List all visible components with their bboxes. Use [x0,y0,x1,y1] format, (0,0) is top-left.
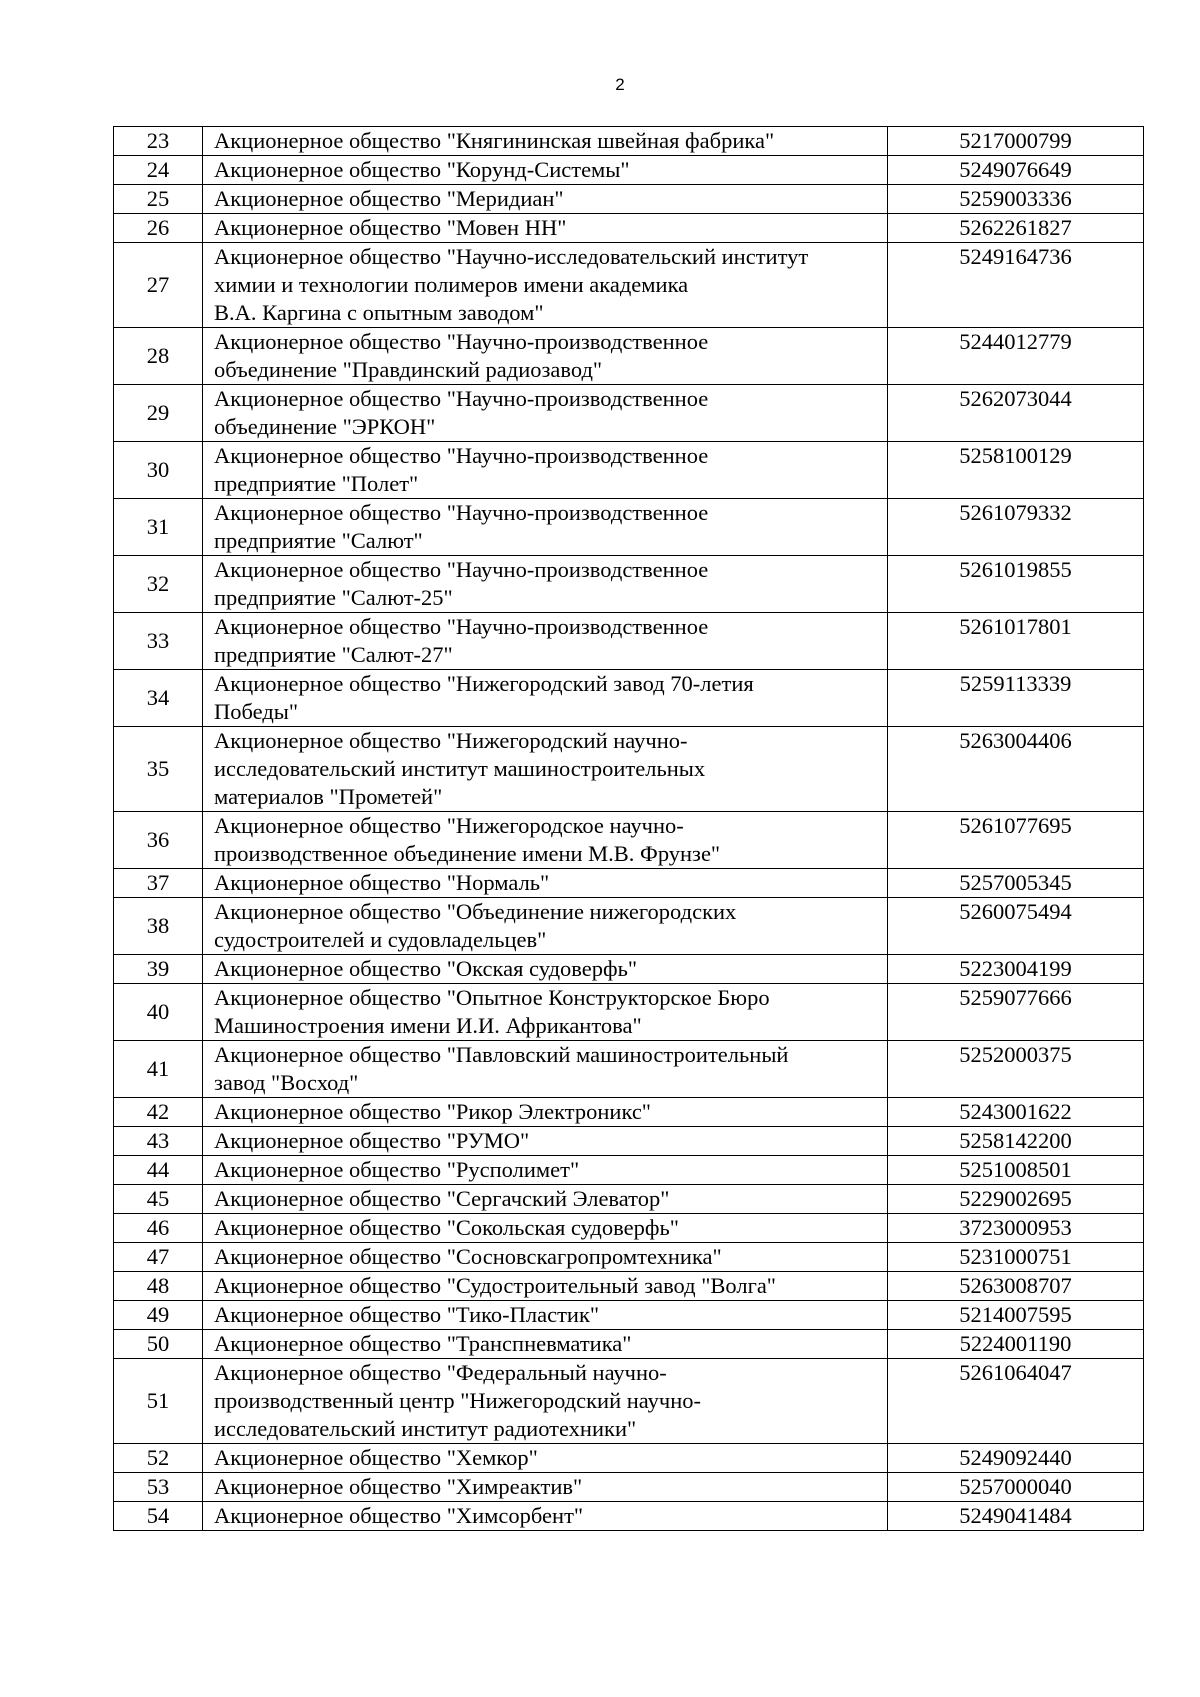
organization-name: Акционерное общество "Научно-производственное предприятие "Салют" [203,499,888,556]
row-number: 26 [114,214,203,243]
row-number: 37 [114,869,203,898]
table-body [114,127,1144,1531]
table-row [114,1444,1144,1473]
organization-inn: 5214007595 [888,1301,1144,1330]
row-number: 31 [114,499,203,556]
organization-name: Акционерное общество "Судостроительный завод "Волга" [203,1272,888,1301]
row-number: 43 [114,1127,203,1156]
organization-inn: 5259077666 [888,984,1144,1041]
table-row [114,243,1144,328]
row-number: 47 [114,1243,203,1272]
organization-name: Акционерное общество "Научно-производственное предприятие "Полет" [203,442,888,499]
table-row [114,1359,1144,1444]
row-number: 30 [114,442,203,499]
table-row [114,1272,1144,1301]
organization-name: Акционерное общество "РУМО" [203,1127,888,1156]
row-number: 24 [114,156,203,185]
organization-name: Акционерное общество "Научно-производственное объединение "Правдинский радиозавод" [203,328,888,385]
table-row [114,499,1144,556]
organization-name: Акционерное общество "Объединение нижегородских судостроителей и судовладельцев" [203,898,888,955]
row-number: 27 [114,243,203,328]
table-row [114,613,1144,670]
organization-inn: 5257005345 [888,869,1144,898]
table-row [114,1214,1144,1243]
organization-name: Акционерное общество "Мовен НН" [203,214,888,243]
organization-inn: 5229002695 [888,1185,1144,1214]
organization-inn: 5259113339 [888,670,1144,727]
row-number: 25 [114,185,203,214]
row-number: 35 [114,727,203,812]
table-row [114,1502,1144,1531]
organization-name: Акционерное общество "Федеральный научно- производственный центр "Нижегородский научно- исследовательский институт радиотехники" [203,1359,888,1444]
row-number: 40 [114,984,203,1041]
organization-name: Акционерное общество "Транспневматика" [203,1330,888,1359]
organization-inn: 5261017801 [888,613,1144,670]
organization-inn: 5263008707 [888,1272,1144,1301]
table-row [114,1473,1144,1502]
table-row [114,1185,1144,1214]
organization-inn: 3723000953 [888,1214,1144,1243]
organization-name: Акционерное общество "Химреактив" [203,1473,888,1502]
organization-inn: 5258142200 [888,1127,1144,1156]
row-number: 44 [114,1156,203,1185]
organization-inn: 5224001190 [888,1330,1144,1359]
organization-inn: 5251008501 [888,1156,1144,1185]
organization-inn: 5261019855 [888,556,1144,613]
organization-inn: 5244012779 [888,328,1144,385]
organization-name: Акционерное общество "Научно-исследовательский институт химии и технологии полимеров имени академика В.А. Каргина с опытным заводом" [203,243,888,328]
row-number: 48 [114,1272,203,1301]
organization-inn: 5257000040 [888,1473,1144,1502]
organization-inn: 5261064047 [888,1359,1144,1444]
row-number: 36 [114,812,203,869]
row-number: 42 [114,1098,203,1127]
table-row [114,1243,1144,1272]
table-row [114,727,1144,812]
row-number: 32 [114,556,203,613]
table-row [114,442,1144,499]
table-row [114,984,1144,1041]
organization-name: Акционерное общество "Нормаль" [203,869,888,898]
table-row [114,869,1144,898]
organization-name: Акционерное общество "Нижегородский завод 70-летия Победы" [203,670,888,727]
organization-name: Акционерное общество "Научно-производственное предприятие "Салют-25" [203,556,888,613]
organization-name: Акционерное общество "Научно-производственное предприятие "Салют-27" [203,613,888,670]
page-number: 2 [615,75,625,94]
organization-name: Акционерное общество "Хемкор" [203,1444,888,1473]
table-row [114,812,1144,869]
organization-inn: 5262261827 [888,214,1144,243]
table-row [114,556,1144,613]
organization-name: Акционерное общество "Рикор Электроникс" [203,1098,888,1127]
organization-name: Акционерное общество "Меридиан" [203,185,888,214]
table-row [114,385,1144,442]
organization-inn: 5263004406 [888,727,1144,812]
organization-inn: 5231000751 [888,1243,1144,1272]
organization-inn: 5258100129 [888,442,1144,499]
row-number: 33 [114,613,203,670]
organization-inn: 5252000375 [888,1041,1144,1098]
organization-name: Акционерное общество "Окская судоверфь" [203,955,888,984]
row-number: 53 [114,1473,203,1502]
row-number: 49 [114,1301,203,1330]
table-row [114,185,1144,214]
organization-inn: 5261077695 [888,812,1144,869]
table-row [114,1127,1144,1156]
row-number: 38 [114,898,203,955]
row-number: 39 [114,955,203,984]
row-number: 46 [114,1214,203,1243]
organization-name: Акционерное общество "Сокольская судоверфь" [203,1214,888,1243]
organization-inn: 5261079332 [888,499,1144,556]
organization-name: Акционерное общество "Корунд-Системы" [203,156,888,185]
organization-name: Акционерное общество "Нижегородское научно- производственное объединение имени М.В. Фрунзе" [203,812,888,869]
table-row [114,214,1144,243]
row-number: 41 [114,1041,203,1098]
table-row [114,1041,1144,1098]
organization-name: Акционерное общество "Тико-Пластик" [203,1301,888,1330]
table-row [114,127,1144,156]
organization-name: Акционерное общество "Княгининская швейная фабрика" [203,127,888,156]
table-row [114,328,1144,385]
organization-inn: 5243001622 [888,1098,1144,1127]
table-row [114,1156,1144,1185]
table-row [114,1098,1144,1127]
organization-inn: 5262073044 [888,385,1144,442]
organization-inn: 5259003336 [888,185,1144,214]
table-row [114,1301,1144,1330]
row-number: 45 [114,1185,203,1214]
organization-name: Акционерное общество "Русполимет" [203,1156,888,1185]
table-row [114,898,1144,955]
organization-inn: 5249092440 [888,1444,1144,1473]
row-number: 28 [114,328,203,385]
organizations-table [113,126,1144,1531]
organization-name: Акционерное общество "Сосновскагропромтехника" [203,1243,888,1272]
organization-inn: 5217000799 [888,127,1144,156]
table-row [114,670,1144,727]
row-number: 52 [114,1444,203,1473]
organization-inn: 5223004199 [888,955,1144,984]
row-number: 23 [114,127,203,156]
table-row [114,955,1144,984]
organization-name: Акционерное общество "Павловский машиностроительный завод "Восход" [203,1041,888,1098]
row-number: 29 [114,385,203,442]
organization-name: Акционерное общество "Опытное Конструкторское Бюро Машиностроения имени И.И. Африкантова" [203,984,888,1041]
organization-name: Акционерное общество "Научно-производственное объединение "ЭРКОН" [203,385,888,442]
table-row [114,1330,1144,1359]
organization-inn: 5249041484 [888,1502,1144,1531]
organization-name: Акционерное общество "Химсорбент" [203,1502,888,1531]
organization-inn: 5249076649 [888,156,1144,185]
row-number: 54 [114,1502,203,1531]
organization-name: Акционерное общество "Нижегородский научно- исследовательский институт машиностроительных материалов "Прометей" [203,727,888,812]
organization-inn: 5260075494 [888,898,1144,955]
table-row [114,156,1144,185]
row-number: 50 [114,1330,203,1359]
row-number: 51 [114,1359,203,1444]
organization-inn: 5249164736 [888,243,1144,328]
organization-name: Акционерное общество "Сергачский Элеватор" [203,1185,888,1214]
row-number: 34 [114,670,203,727]
